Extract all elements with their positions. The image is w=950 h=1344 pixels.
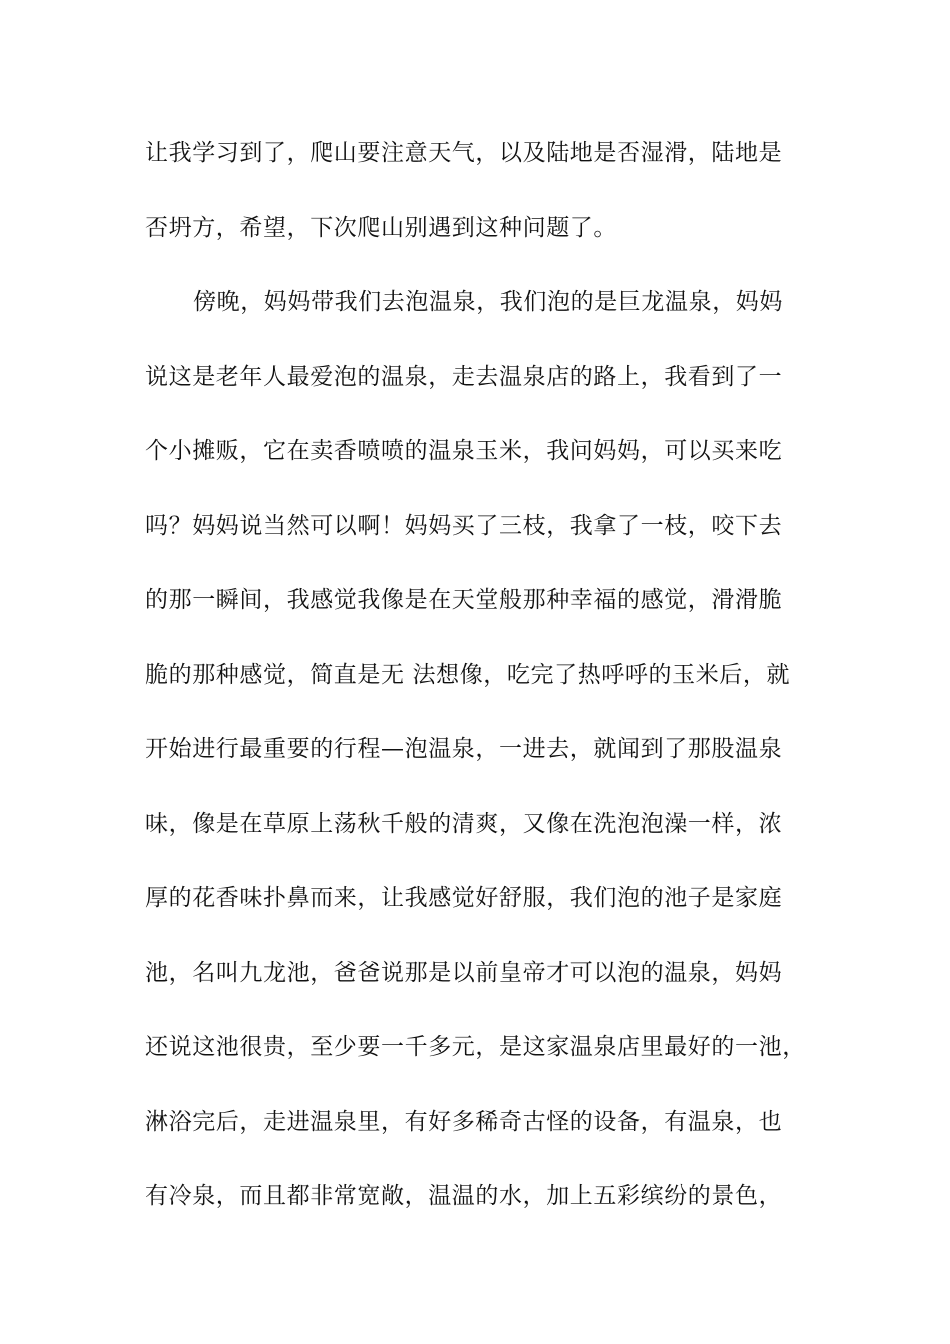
paragraph-start-line: 傍晚，妈妈带我们去泡温泉，我们泡的是巨龙温泉，妈妈 <box>193 289 783 315</box>
text-line: 还说这池很贵，至少要一千多元，是这家温泉店里最好的一池， <box>145 1034 806 1060</box>
text-line: 开始进行最重要的行程—泡温泉，一进去，就闻到了那股温泉 <box>145 736 783 762</box>
essay-body <box>145 130 815 1248</box>
text-line: 说这是老年人最爱泡的温泉，走去温泉店的路上，我看到了一 <box>145 363 783 390</box>
text-line: 否坍方，希望，下次爬山别遇到这种问题了。 <box>145 214 617 241</box>
text-line: 让我学习到了，爬山要注意天气，以及陆地是否湿滑，陆地是 <box>145 140 783 166</box>
text-line: 池，名叫九龙池，爸爸说那是以前皇帝才可以泡的温泉，妈妈 <box>145 959 783 986</box>
text-line: 个小摊贩，它在卖香喷喷的温泉玉米，我问妈妈，可以买来吃 <box>145 438 783 464</box>
text-line: 厚的花香味扑鼻而来，让我感觉好舒服，我们泡的池子是家庭 <box>145 885 783 911</box>
text-line: 淋浴完后，走进温泉里，有好多稀奇古怪的设备，有温泉，也 <box>145 1108 783 1135</box>
text-line: 味，像是在草原上荡秋千般的清爽，又像在洗泡泡澡一样，浓 <box>145 810 783 837</box>
text-line: 脆的那种感觉，简直是无 法想像，吃完了热呼呼的玉米后，就 <box>145 661 791 688</box>
text-line: 吗？妈妈说当然可以啊！妈妈买了三枝，我拿了一枝，咬下去 <box>145 512 783 539</box>
text-line: 的那一瞬间，我感觉我像是在天堂般那种幸福的感觉，滑滑脆 <box>145 587 783 613</box>
text-line: 有冷泉，而且都非常宽敞，温温的水，加上五彩缤纷的景色， <box>145 1183 783 1209</box>
